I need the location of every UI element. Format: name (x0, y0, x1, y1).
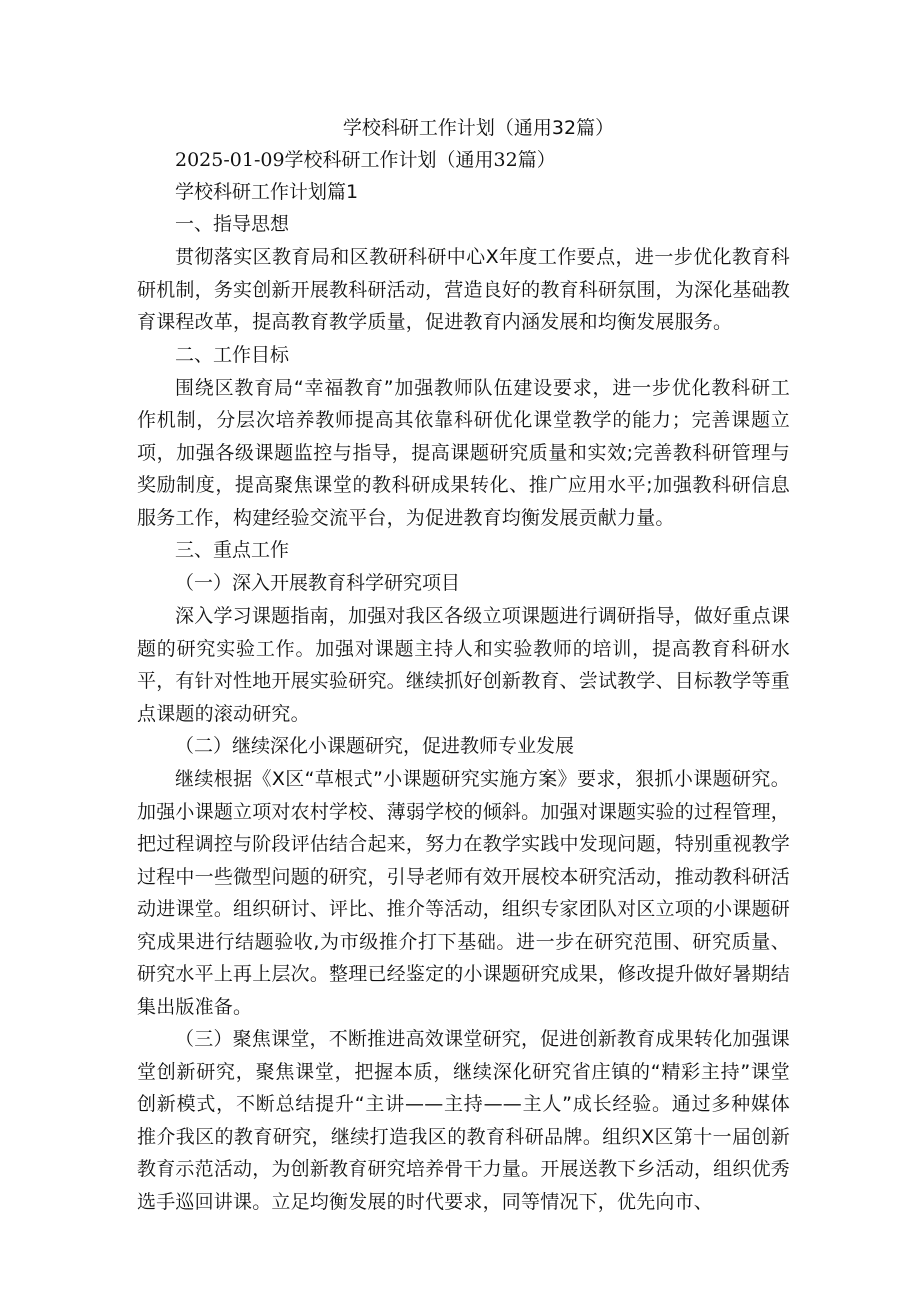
section-heading-key-work: 三、重点工作 (175, 539, 290, 561)
document-title: 学校科研工作计划（通用32篇） (342, 117, 615, 139)
section-heading-guiding-thought: 一、指导思想 (175, 213, 290, 235)
date-line: 2025-01-09学校科研工作计划（通用32篇） (175, 149, 556, 171)
paragraph-small-topics: 继续根据《X区“草根式”小课题研究实施方案》要求，狠抓小课题研究。加强小课题立项对农村学校、薄弱学校的倾斜。加强对课题实验的过程管理，把过程调控与阶段评估结合起来，努力在教学实践中发现问题，特别重视教学过程中一些微型问题的研究，引导老师有效开展校本研究活动，推动教科研活动进课堂。组织研讨、评比、推介等活动，组织专家团队对区立项的小课题研究成果进行结题验收,为市级推介打下基础。进一步在研究范围、研究质量、研究水平上再上层次。整理已经鉴定的小课题研究成果，修改提升做好暑期结集出版准备。 (137, 768, 790, 1018)
section-heading-work-goals: 二、工作目标 (175, 343, 290, 366)
subsection-heading-research-projects: （一）深入开展教育科学研究项目 (175, 572, 461, 594)
subsection-heading-small-topics: （二）继续深化小课题研究，促进教师专业发展 (175, 735, 575, 757)
paragraph-research-projects: 深入学习课题指南，加强对我区各级立项课题进行调研指导，做好重点课题的研究实验工作。加强对课题主持人和实验教师的培训，提高教育科研水平，有针对性地开展实验研究。继续抓好创新教育、尝试教学、目标教学等重点课题的滚动研究。 (137, 605, 790, 725)
paragraph-work-goals: 围绕区教育局“幸福教育”加强教师队伍建设要求，进一步优化教科研工作机制，分层次培养教师提高其依靠科研优化课堂教学的能力；完善课题立项，加强各级课题监控与指导，提高课题研究质量和实效;完善教科研管理与奖励制度，提高聚焦课堂的教科研成果转化、推广应用水平;加强教科研信息服务工作，构建经验交流平台，为促进教育均衡发展贡献力量。 (137, 376, 790, 529)
paragraph-guiding-thought: 贯彻落实区教育局和区教研科研中心X年度工作要点，进一步优化教育科研机制，务实创新开展教科研活动，营造良好的教育科研氛围，为深化基础教育课程改革，提高教育教学质量，促进教育内涵发展和均衡发展服务。 (137, 246, 790, 333)
document-subtitle: 学校科研工作计划篇1 (175, 181, 359, 203)
paragraph-classroom-focus: （三）聚焦课堂，不断推进高效课堂研究，促进创新教育成果转化加强课堂创新研究，聚焦课堂，把握本质，继续深化研究省庄镇的“精彩主持”课堂创新模式，不断总结提升“主讲——主持——主人”成长经验。通过多种媒体推介我区的教育研究，继续打造我区的教育科研品牌。组织X区第十一届创新教育示范活动，为创新教育研究培养骨干力量。开展送教下乡活动，组织优秀选手巡回讲课。立足均衡发展的时代要求，同等情况下，优先向市、 (137, 1028, 790, 1213)
